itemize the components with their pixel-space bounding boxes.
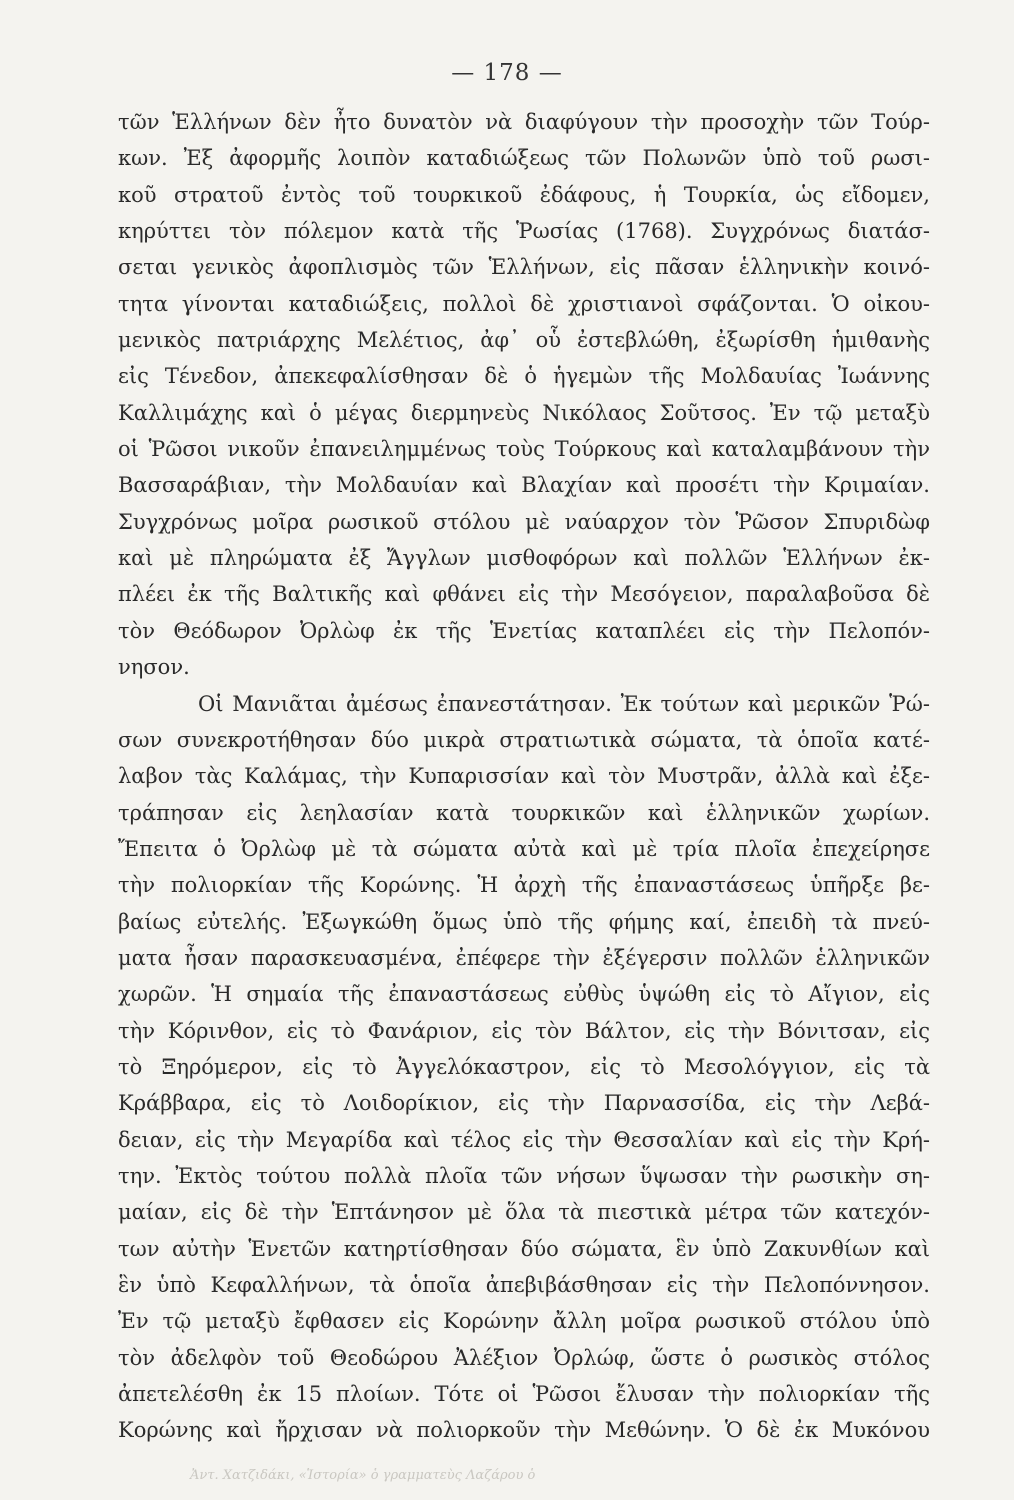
text-line: κοῦ στρατοῦ ἐντὸς τοῦ τουρκικοῦ ἐδάφους, ἡ Τουρκία, ὡς εἴδομεν, bbox=[118, 182, 930, 207]
text-line: Ἔπειτα ὁ Ὀρλὼφ μὲ τὰ σώματα αὐτὰ καὶ μὲ τρία πλοῖα ἐπεχείρησε bbox=[118, 836, 930, 861]
text-line: ματα ἦσαν παρασκευασμένα, ἐπέφερε τὴν ἐξέγερσιν πολλῶν ἑλληνικῶν bbox=[118, 945, 930, 970]
text-line: Καλλιμάχης καὶ ὁ μέγας διερμηνεὺς Νικόλαος Σοῦτσος. Ἐν τῷ μεταξὺ bbox=[118, 400, 930, 425]
text-line: Οἱ Μανιᾶται ἀμέσως ἐπανεστάτησαν. Ἐκ τούτων καὶ μερικῶν Ῥώ- bbox=[198, 691, 930, 716]
text-line: τράπησαν εἰς λεηλασίαν κατὰ τουρκικῶν καὶ ἑλληνικῶν χωρίων. bbox=[118, 800, 930, 825]
text-line: την. Ἐκτὸς τούτου πολλὰ πλοῖα τῶν νήσων ὕψωσαν τὴν ρωσικὴν ση- bbox=[118, 1163, 930, 1188]
text-line: σεται γενικὸς ἀφοπλισμὸς τῶν Ἑλλήνων, εἰς πᾶσαν ἑλληνικὴν κοινό- bbox=[118, 255, 930, 280]
text-line: τὴν πολιορκίαν τῆς Κορώνης. Ἡ ἀρχὴ τῆς ἐπαναστάσεως ὑπῆρξε βε- bbox=[118, 873, 930, 898]
text-line: βαίως εὐτελής. Ἐξωγκώθη ὅμως ὑπὸ τῆς φήμης καί, ἐπειδὴ τὰ πνεύ- bbox=[118, 909, 930, 934]
text-line: τῶν Ἑλλήνων δὲν ἦτο δυνατὸν νὰ διαφύγουν τὴν προσοχὴν τῶν Τούρ- bbox=[118, 110, 930, 134]
text-line: σων συνεκροτήθησαν δύο μικρὰ στρατιωτικὰ σώματα, τὰ ὁποῖα κατέ- bbox=[118, 727, 930, 752]
text-line: ἓν ὑπὸ Κεφαλλήνων, τὰ ὁποῖα ἀπεβιβάσθησαν εἰς τὴν Πελοπόννησον. bbox=[118, 1273, 930, 1297]
text-line: εἰς Τένεδον, ἀπεκεφαλίσθησαν δὲ ὁ ἡγεμὼν τῆς Μολδαυίας Ἰωάννης bbox=[118, 364, 930, 389]
text-line: τὸ Ξηρόμερον, εἰς τὸ Ἀγγελόκαστρον, εἰς τὸ Μεσολόγγιον, εἰς τὰ bbox=[118, 1054, 930, 1079]
text-line: τὸν Θεόδωρον Ὀρλὼφ ἐκ τῆς Ἑνετίας καταπλέει εἰς τὴν Πελοπόν- bbox=[118, 618, 930, 643]
text-line: τὸν ἀδελφὸν τοῦ Θεοδώρου Ἀλέξιον Ὀρλώφ, ὥστε ὁ ρωσικὸς στόλος bbox=[118, 1345, 930, 1370]
text-line: χωρῶν. Ἡ σημαία τῆς ἐπαναστάσεως εὐθὺς ὑψώθη εἰς τὸ Αἴγιον, εἰς bbox=[118, 982, 930, 1007]
text-line: ἀπετελέσθη ἐκ 15 πλοίων. Τότε οἱ Ῥῶσοι ἔλυσαν τὴν πολιορκίαν τῆς bbox=[118, 1382, 930, 1407]
text-line: μαίαν, εἰς δὲ τὴν Ἑπτάνησον μὲ ὅλα τὰ πιεστικὰ μέτρα τῶν κατεχόν- bbox=[118, 1200, 930, 1225]
body-text bbox=[118, 104, 930, 1449]
text-line: Συγχρόνως μοῖρα ρωσικοῦ στόλου μὲ ναύαρχον τὸν Ῥῶσον Σπυριδὼφ bbox=[118, 509, 930, 534]
text-line: τὴν Κόρινθον, εἰς τὸ Φανάριον, εἰς τὸν Βάλτον, εἰς τὴν Βόνιτσαν, εἰς bbox=[118, 1018, 930, 1043]
text-line: κων. Ἐξ ἀφορμῆς λοιπὸν καταδιώξεως τῶν Πολωνῶν ὑπὸ τοῦ ρωσι- bbox=[118, 146, 930, 171]
text-line: τητα γίνονται καταδιώξεις, πολλοὶ δὲ χριστιανοὶ σφάζονται. Ὁ οἰκου- bbox=[118, 291, 930, 316]
text-line: Κορώνης καὶ ἤρχισαν νὰ πολιορκοῦν τὴν Μεθώνην. Ὁ δὲ ἐκ Μυκόνου bbox=[118, 1418, 930, 1443]
text-line: Κράββαρα, εἰς τὸ Λοιδορίκιον, εἰς τὴν Παρνασσίδα, εἰς τὴν Λεβά- bbox=[118, 1091, 930, 1116]
bleed-through-text: Ἀντ. Χατζιδάκι, «Ἱστορία» ὁ γραμματεὺς Λαζάρου ὁ bbox=[190, 1468, 536, 1483]
text-line: δειαν, εἰς τὴν Μεγαρίδα καὶ τέλος εἰς τὴν Θεσσαλίαν καὶ εἰς τὴν Κρή- bbox=[118, 1127, 930, 1152]
text-line: Ἐν τῷ μεταξὺ ἔφθασεν εἰς Κορώνην ἄλλη μοῖρα ρωσικοῦ στόλου ὑπὸ bbox=[118, 1309, 930, 1334]
text-line: των αὐτὴν Ἑνετῶν κατηρτίσθησαν δύο σώματα, ἓν ὑπὸ Ζακυνθίων καὶ bbox=[118, 1236, 930, 1261]
text-line: κηρύττει τὸν πόλεμον κατὰ τῆς Ῥωσίας (1768). Συγχρόνως διατάσ- bbox=[118, 219, 930, 244]
text-line: καὶ μὲ πληρώματα ἐξ Ἄγγλων μισθοφόρων καὶ πολλῶν Ἑλλήνων ἐκ- bbox=[118, 546, 930, 571]
text-line: λαβον τὰς Καλάμας, τὴν Κυπαρισσίαν καὶ τὸν Μυστρᾶν, ἀλλὰ καὶ ἐξε- bbox=[118, 764, 930, 789]
text-line: Βασσαράβιαν, τὴν Μολδαυίαν καὶ Βλαχίαν καὶ προσέτι τὴν Κριμαίαν. bbox=[118, 473, 930, 498]
text-line: πλέει ἐκ τῆς Βαλτικῆς καὶ φθάνει εἰς τὴν Μεσόγειον, παραλαβοῦσα δὲ bbox=[118, 582, 930, 607]
text-line: μενικὸς πατριάρχης Μελέτιος, ἀφ᾽ οὗ ἐστεβλώθη, ἐξωρίσθη ἡμιθανὴς bbox=[118, 328, 930, 353]
text-line: οἱ Ῥῶσοι νικοῦν ἐπανειλημμένως τοὺς Τούρκους καὶ καταλαμβάνουν τὴν bbox=[118, 437, 930, 462]
page-number: — 178 — bbox=[451, 60, 563, 86]
text-line: νησον. bbox=[118, 655, 190, 680]
